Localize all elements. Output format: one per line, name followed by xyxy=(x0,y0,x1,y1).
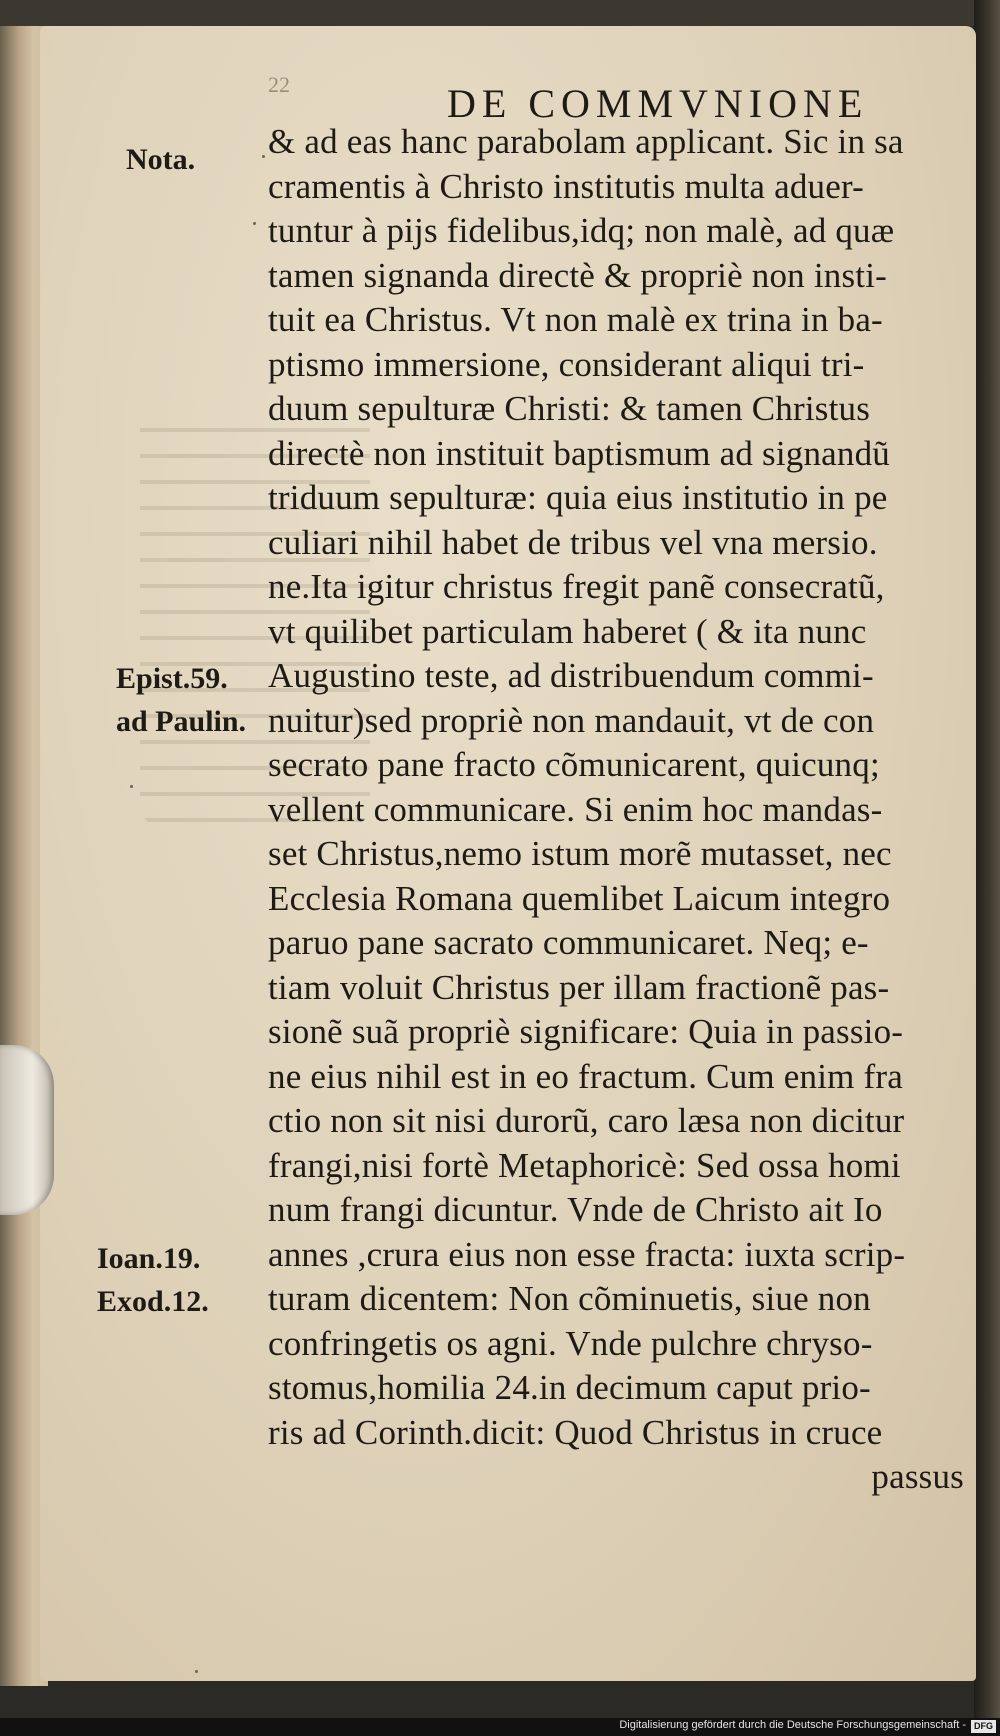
text-line: & ad eas hanc parabolam applicant. Sic in sa xyxy=(268,122,904,161)
text-line: duum sepulturæ Christi: & tamen Christus xyxy=(268,389,871,428)
ink-speck xyxy=(130,785,133,788)
ink-speck xyxy=(262,155,265,158)
margin-note-ad-paulin: ad Paulin. xyxy=(116,705,247,738)
text-line: ctio non sit nisi durorũ, caro læsa non dicitur xyxy=(268,1101,905,1140)
text-line: ne eius nihil est in eo fractum. Cum enim fra xyxy=(268,1056,903,1096)
text-line: ne.Ita igitur christus fregit panẽ consecratũ, xyxy=(268,567,885,606)
text-line: culiari nihil habet de tribus vel vna mersio. xyxy=(268,522,878,562)
page-clip xyxy=(0,1045,54,1215)
ink-speck xyxy=(253,222,256,225)
text-line: stomus,homilia 24.in decimum caput prio- xyxy=(268,1368,871,1407)
scan-border-top xyxy=(0,0,1000,26)
text-line: directè non instituit baptismum ad signandũ xyxy=(268,433,890,473)
catchword: passus xyxy=(871,1457,964,1496)
text-line: nuitur)sed propriè non mandauit, vt de con xyxy=(268,700,875,740)
text-line: set Christus,nemo istum morẽ mutasset, nec xyxy=(268,834,892,873)
text-line: sionẽ suã propriè significare: Quia in passio- xyxy=(268,1012,904,1051)
text-line: tamen signanda directè & propriè non insti- xyxy=(268,255,887,295)
book-binding-edge xyxy=(974,0,1000,1736)
text-line: Ecclesia Romana quemlibet Laicum integro xyxy=(268,878,891,918)
text-line: num frangi dicuntur. Vnde de Christo ait Io xyxy=(268,1190,883,1229)
text-line: cramentis à Christo institutis multa aduer- xyxy=(268,166,864,206)
text-line: vt quilibet particulam haberet ( & ita nunc xyxy=(268,611,867,651)
text-line: tuntur à pijs fidelibus,idq; non malè, ad quæ xyxy=(268,211,895,250)
main-text-block xyxy=(268,120,972,1500)
margin-note-nota: Nota. xyxy=(126,143,196,176)
dfg-logo: DFG xyxy=(971,1720,996,1733)
text-line: triduum sepulturæ: quia eius institutio in pe xyxy=(268,478,888,517)
digitization-credit: Digitalisierung gefördert durch die Deutsche Forschungsgemeinschaft - xyxy=(619,1719,966,1731)
text-line: frangi,nisi fortè Metaphoricè: Sed ossa homi xyxy=(268,1145,901,1185)
text-line: ptismo immersione, considerant aliqui tri- xyxy=(268,344,865,384)
text-line: paruo pane sacrato communicaret. Neq; e- xyxy=(268,923,869,962)
text-line: secrato pane fracto cõmunicarent, quicunq; xyxy=(268,745,880,784)
running-head: DE COMMVNIONE xyxy=(447,81,869,126)
margin-note-ioan: Ioan.19. xyxy=(97,1242,201,1275)
margin-note-epist: Epist.59. xyxy=(116,662,228,695)
text-line: vellent communicare. Si enim hoc mandas- xyxy=(268,789,883,829)
page-number-corner: 22 xyxy=(268,72,290,97)
text-line: confringetis os agni. Vnde pulchre chryso- xyxy=(268,1323,873,1363)
text-line: ris ad Corinth.dicit: Quod Christus in cruce xyxy=(268,1412,883,1452)
text-line: turam dicentem: Non cõminuetis, siue non xyxy=(268,1279,871,1318)
ink-speck xyxy=(195,1670,198,1673)
text-line: tuit ea Christus. Vt non malè ex trina in ba- xyxy=(268,300,883,339)
text-line: tiam voluit Christus per illam fractionẽ pas- xyxy=(268,967,890,1007)
margin-note-exod: Exod.12. xyxy=(97,1285,209,1318)
text-line: annes ,crura eius non esse fracta: iuxta scrip- xyxy=(268,1234,906,1274)
text-line: Augustino teste, ad distribuendum commi- xyxy=(268,656,874,695)
